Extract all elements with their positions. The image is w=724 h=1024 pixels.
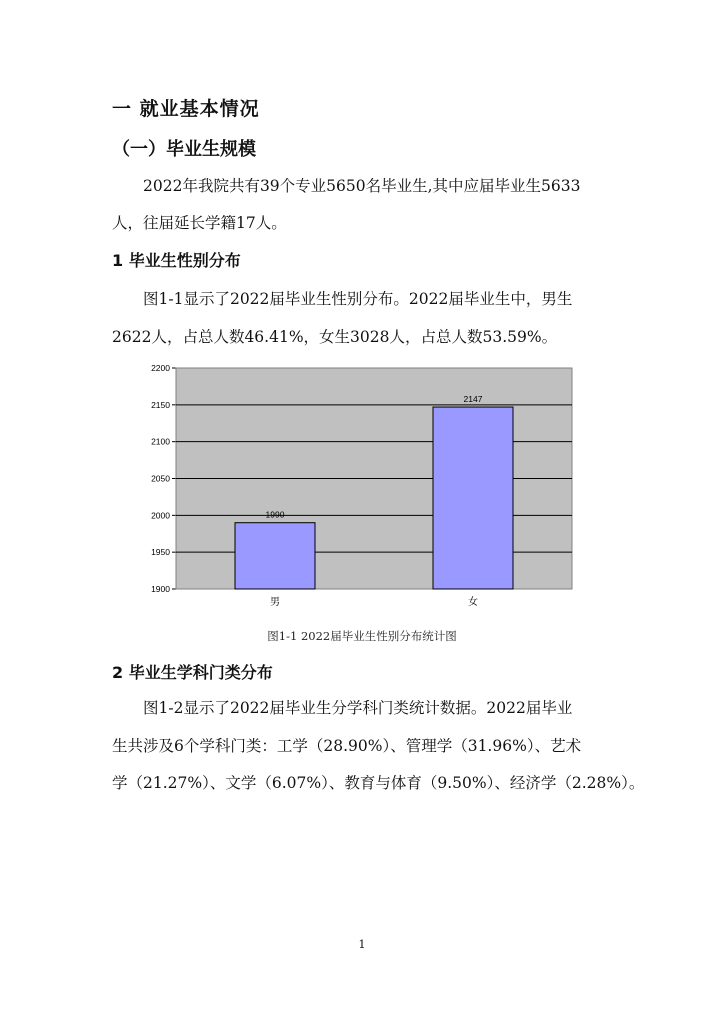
y-tick-label: 2150	[151, 399, 170, 410]
bar	[433, 407, 513, 589]
paragraph-gender-line2: 2622人，占总人数46.41%，女生3028人，占总人数53.59%。	[112, 328, 558, 346]
x-tick-label: 男	[270, 597, 280, 608]
gender-bar-chart	[140, 360, 580, 610]
subsection-title: （一）毕业生规模	[112, 139, 256, 160]
paragraph-discipline-line1: 图1-2显示了2022届毕业生分学科门类统计数据。2022届毕业	[143, 699, 573, 717]
data-label: 1990	[265, 509, 285, 520]
paragraph-discipline-line2: 生共涉及6个学科门类：工学（28.90%）、管理学（31.96%）、艺术	[112, 737, 582, 755]
y-tick-label: 1900	[151, 584, 170, 594]
y-tick-label: 2000	[151, 510, 170, 521]
data-label: 2147	[463, 394, 483, 405]
figure-caption: 图1-1 2022届毕业生性别分布统计图	[267, 629, 457, 643]
x-tick-label: 女	[468, 597, 478, 608]
heading-discipline-distribution: 2 毕业生学科门类分布	[112, 663, 273, 682]
paragraph-scale-line1: 2022年我院共有39个专业5650名毕业生,其中应届毕业生5633	[143, 177, 581, 195]
paragraph-gender-line1: 图1-1显示了2022届毕业生性别分布。2022届毕业生中，男生	[143, 290, 573, 308]
section-title: 一 就业基本情况	[112, 98, 260, 120]
y-tick-label: 1950	[151, 547, 170, 558]
heading-gender-distribution: 1 毕业生性别分布	[112, 251, 241, 270]
paragraph-discipline-line3: 学（21.27%）、文学（6.07%）、教育与体育（9.50%）、经济学（2.28%）。	[112, 774, 645, 792]
y-tick-label: 2050	[151, 473, 170, 484]
paragraph-scale-line2: 人，往届延长学籍17人。	[112, 214, 287, 232]
page-number: 1	[358, 938, 366, 951]
bar	[235, 523, 315, 589]
y-tick-label: 2200	[151, 363, 170, 373]
y-tick-label: 2100	[151, 436, 170, 447]
